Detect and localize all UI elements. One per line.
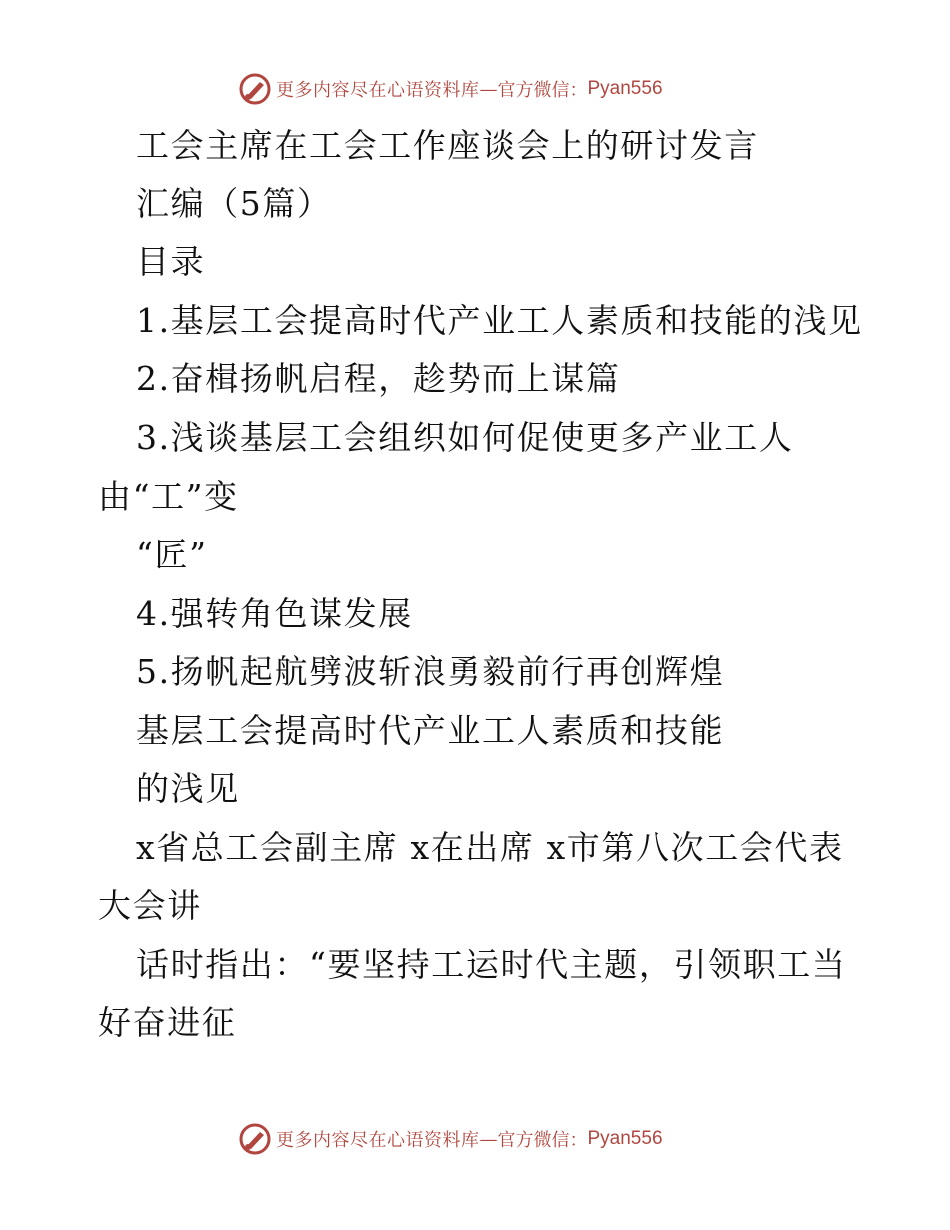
watermark-wechat-label: 官方微信：: [497, 1130, 588, 1151]
document-title-line-2: 汇编（5篇）: [136, 184, 332, 223]
pen-seal-icon: [238, 72, 272, 106]
body-paragraph-line: x省总工会副主席 x在出席 x市第八次工会代表: [136, 828, 844, 867]
watermark-site-text: 更多内容尽在心语资料库: [276, 1130, 480, 1151]
toc-item-continuation: “匠”: [136, 535, 208, 574]
document-title-line-1: 工会主席在工会工作座谈会上的研讨发言: [136, 126, 759, 165]
toc-item: 4.强转角色谋发展: [136, 594, 413, 633]
watermark-banner-top: [238, 72, 663, 106]
section-title-line-2: 的浅见: [136, 769, 240, 808]
toc-heading: 目录: [136, 242, 206, 281]
watermark-site-text: 更多内容尽在心语资料库: [276, 80, 480, 101]
watermark-wechat-id: Pyan556: [587, 1128, 663, 1149]
pen-seal-icon: [238, 1122, 272, 1156]
section-title-line-1: 基层工会提高时代产业工人素质和技能: [136, 711, 725, 750]
watermark-banner-bottom: [238, 1122, 663, 1156]
watermark-dash: —: [479, 78, 498, 100]
watermark-dash: —: [479, 1128, 498, 1150]
watermark-wechat-label: 官方微信：: [497, 80, 588, 101]
toc-item: 5.扬帆起航劈波斩浪勇毅前行再创辉煌: [136, 652, 725, 691]
toc-item-continuation: 由“工”变: [98, 477, 239, 516]
body-paragraph-line: 大会讲: [98, 886, 202, 925]
watermark-wechat-id: Pyan556: [587, 78, 663, 99]
body-paragraph-line: 好奋进征: [98, 1003, 237, 1042]
toc-item: 1.基层工会提高时代产业工人素质和技能的浅见: [136, 301, 863, 340]
toc-item: 2.奋楫扬帆启程，趁势而上谋篇: [136, 359, 621, 398]
toc-item: 3.浅谈基层工会组织如何促使更多产业工人: [136, 418, 794, 457]
body-paragraph-line: 话时指出：“要坚持工运时代主题，引领职工当: [136, 945, 847, 984]
